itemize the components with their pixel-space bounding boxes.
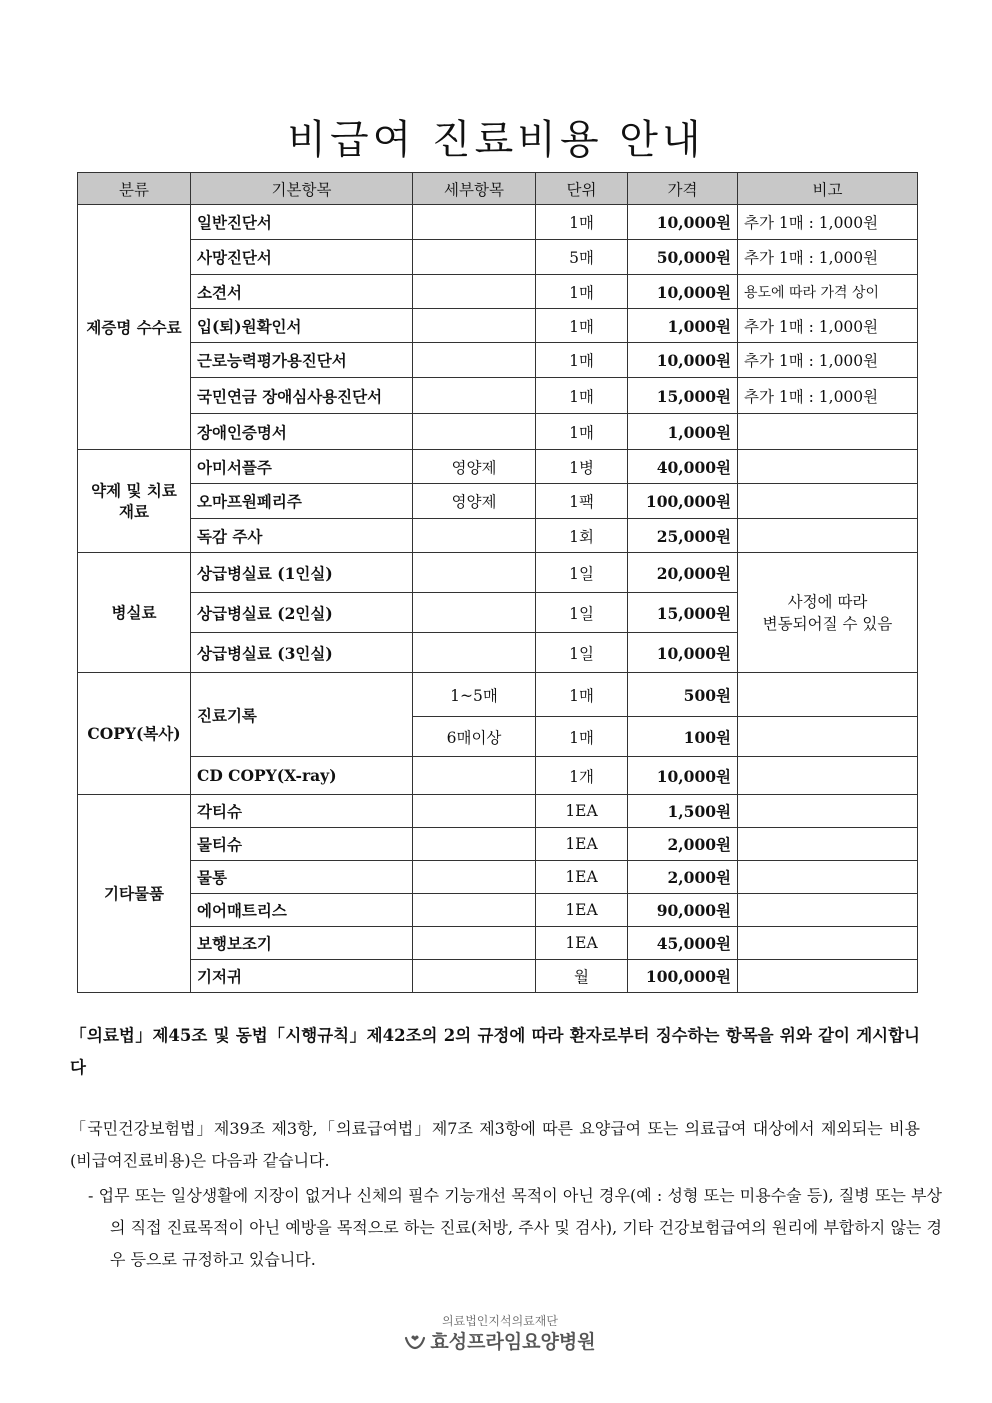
detail-cell xyxy=(413,894,536,927)
note-cell: 사정에 따라 변동되어질 수 있음 xyxy=(738,553,918,673)
table-row xyxy=(78,519,918,553)
table-row xyxy=(78,673,918,717)
price-cell: 10,000원 xyxy=(628,757,738,795)
note-cell: 용도에 따라 가격 상이 xyxy=(738,275,918,309)
price-cell: 15,000원 xyxy=(628,593,738,633)
item-cell: 상급병실료 (3인실) xyxy=(191,633,413,673)
header-unit: 단위 xyxy=(536,173,628,205)
detail-cell xyxy=(413,960,536,993)
detail-cell: 영양제 xyxy=(413,484,536,519)
table-row xyxy=(78,205,918,240)
price-cell: 2,000원 xyxy=(628,828,738,861)
detail-cell xyxy=(413,343,536,378)
table-row xyxy=(78,343,918,378)
unit-cell: 1EA xyxy=(536,894,628,927)
price-cell: 1,500원 xyxy=(628,795,738,828)
header-detail: 세부항목 xyxy=(413,173,536,205)
note-cell xyxy=(738,828,918,861)
table-body xyxy=(78,205,918,993)
detail-cell: 1~5매 xyxy=(413,673,536,717)
item-cell: 독감 주사 xyxy=(191,519,413,553)
note-cell xyxy=(738,519,918,553)
detail-cell xyxy=(413,240,536,275)
note-cell xyxy=(738,795,918,828)
category-cell: 병실료 xyxy=(78,553,191,673)
note-cell: 추가 1매 : 1,000원 xyxy=(738,205,918,240)
detail-cell xyxy=(413,927,536,960)
note-cell xyxy=(738,927,918,960)
detail-cell xyxy=(413,414,536,450)
detail-cell xyxy=(413,828,536,861)
unit-cell: 1매 xyxy=(536,717,628,757)
detail-cell xyxy=(413,757,536,795)
price-cell: 100,000원 xyxy=(628,960,738,993)
item-cell: 일반진단서 xyxy=(191,205,413,240)
unit-cell: 1매 xyxy=(536,309,628,343)
hospital-logo xyxy=(400,1312,600,1354)
unit-cell: 1매 xyxy=(536,343,628,378)
item-cell: 아미서플주 xyxy=(191,450,413,484)
detail-cell xyxy=(413,553,536,593)
header-note: 비고 xyxy=(738,173,918,205)
unit-cell: 월 xyxy=(536,960,628,993)
price-cell: 1,000원 xyxy=(628,414,738,450)
price-cell: 500원 xyxy=(628,673,738,717)
price-cell: 20,000원 xyxy=(628,553,738,593)
table-row xyxy=(78,757,918,795)
note-cell xyxy=(738,673,918,717)
price-cell: 45,000원 xyxy=(628,927,738,960)
note-cell xyxy=(738,717,918,757)
price-cell: 25,000원 xyxy=(628,519,738,553)
price-cell: 15,000원 xyxy=(628,378,738,414)
table-row xyxy=(78,240,918,275)
item-cell: 보행보조기 xyxy=(191,927,413,960)
item-cell: 국민연금 장애심사용진단서 xyxy=(191,378,413,414)
unit-cell: 1일 xyxy=(536,633,628,673)
table-row xyxy=(78,828,918,861)
item-cell: 상급병실료 (1인실) xyxy=(191,553,413,593)
unit-cell: 1EA xyxy=(536,795,628,828)
table-row xyxy=(78,484,918,519)
item-cell: 장애인증명서 xyxy=(191,414,413,450)
unit-cell: 1회 xyxy=(536,519,628,553)
header-price: 가격 xyxy=(628,173,738,205)
note-cell xyxy=(738,960,918,993)
note-cell: 추가 1매 : 1,000원 xyxy=(738,343,918,378)
table-row xyxy=(78,795,918,828)
detail-cell xyxy=(413,593,536,633)
table-row xyxy=(78,275,918,309)
item-cell: 근로능력평가용진단서 xyxy=(191,343,413,378)
page-title: 비급여 진료비용 안내 xyxy=(287,117,705,163)
definition-bullet: - 업무 또는 일상생활에 지장이 없거나 신체의 필수 기능개선 목적이 아닌 경우(예 : 성형 또는 미용수술 등), 질병 또는 부상의 직접 진료목적이 아닌 예방을 목적으로 하는 진료(처방, 주사 및 검사), 기타 건강보험급여의 원리에 부합하지 않는 경우 등으로 규정하고 있습니다. xyxy=(88,1186,942,1269)
item-cell: 상급병실료 (2인실) xyxy=(191,593,413,633)
table-row xyxy=(78,861,918,894)
price-cell: 100,000원 xyxy=(628,484,738,519)
item-cell: 사망진단서 xyxy=(191,240,413,275)
price-cell: 10,000원 xyxy=(628,205,738,240)
note-cell xyxy=(738,894,918,927)
price-cell: 50,000원 xyxy=(628,240,738,275)
hospital-name: 효성프라임요양병원 xyxy=(430,1331,596,1353)
note-cell: 추가 1매 : 1,000원 xyxy=(738,240,918,275)
detail-cell xyxy=(413,309,536,343)
detail-cell xyxy=(413,378,536,414)
unit-cell: 1매 xyxy=(536,275,628,309)
price-cell: 90,000원 xyxy=(628,894,738,927)
detail-cell xyxy=(413,519,536,553)
item-cell: 입(퇴)원확인서 xyxy=(191,309,413,343)
price-cell: 10,000원 xyxy=(628,633,738,673)
table-row xyxy=(78,309,918,343)
unit-cell: 1일 xyxy=(536,593,628,633)
item-cell: 에어매트리스 xyxy=(191,894,413,927)
table-row xyxy=(78,553,918,593)
item-cell: 오마프원페리주 xyxy=(191,484,413,519)
item-cell: 기저귀 xyxy=(191,960,413,993)
header-category: 분류 xyxy=(78,173,191,205)
foundation-name: 의료법인지석의료재단 xyxy=(442,1314,558,1328)
category-cell: 기타물품 xyxy=(78,795,191,993)
item-cell: 각티슈 xyxy=(191,795,413,828)
definition-text: 「국민건강보험법」제39조 제3항,「의료급여법」제7조 제3항에 따른 요양급여 또는 의료급여 대상에서 제외되는 비용(비급여진료비용)은 다음과 같습니다. xyxy=(70,1119,920,1170)
legal-notice: 「의료법」제45조 및 동법「시행규칙」제42조의 2의 규정에 따라 환자로부터 징수하는 항목을 위와 같이 게시합니다 xyxy=(70,1026,920,1077)
unit-cell: 1매 xyxy=(536,205,628,240)
detail-cell xyxy=(413,795,536,828)
header-item: 기본항목 xyxy=(191,173,413,205)
table-row xyxy=(78,960,918,993)
category-cell: 제증명 수수료 xyxy=(78,205,191,450)
price-cell: 1,000원 xyxy=(628,309,738,343)
table-header-row xyxy=(78,173,918,205)
detail-cell: 6매이상 xyxy=(413,717,536,757)
detail-cell: 영양제 xyxy=(413,450,536,484)
note-cell: 추가 1매 : 1,000원 xyxy=(738,309,918,343)
table-row xyxy=(78,414,918,450)
item-cell: 진료기록 xyxy=(191,673,413,757)
table-row xyxy=(78,894,918,927)
fee-table xyxy=(77,172,918,993)
price-cell: 40,000원 xyxy=(628,450,738,484)
note-cell xyxy=(738,450,918,484)
price-cell: 100원 xyxy=(628,717,738,757)
unit-cell: 1일 xyxy=(536,553,628,593)
item-cell: 물티슈 xyxy=(191,828,413,861)
note-cell: 추가 1매 : 1,000원 xyxy=(738,378,918,414)
unit-cell: 1EA xyxy=(536,861,628,894)
note-cell xyxy=(738,757,918,795)
price-cell: 10,000원 xyxy=(628,275,738,309)
detail-cell xyxy=(413,633,536,673)
table-row xyxy=(78,927,918,960)
hands-heart-icon xyxy=(404,1332,426,1350)
item-cell: 소견서 xyxy=(191,275,413,309)
unit-cell: 1팩 xyxy=(536,484,628,519)
unit-cell: 1매 xyxy=(536,378,628,414)
unit-cell: 1EA xyxy=(536,828,628,861)
item-cell: 물통 xyxy=(191,861,413,894)
unit-cell: 1매 xyxy=(536,673,628,717)
price-cell: 10,000원 xyxy=(628,343,738,378)
unit-cell: 5매 xyxy=(536,240,628,275)
price-cell: 2,000원 xyxy=(628,861,738,894)
item-cell: CD COPY(X-ray) xyxy=(191,757,413,795)
unit-cell: 1매 xyxy=(536,414,628,450)
note-cell xyxy=(738,484,918,519)
note-cell xyxy=(738,414,918,450)
detail-cell xyxy=(413,275,536,309)
table-row xyxy=(78,378,918,414)
unit-cell: 1EA xyxy=(536,927,628,960)
detail-cell xyxy=(413,205,536,240)
detail-cell xyxy=(413,861,536,894)
category-cell: 약제 및 치료재료 xyxy=(78,450,191,553)
unit-cell: 1병 xyxy=(536,450,628,484)
note-cell xyxy=(738,861,918,894)
unit-cell: 1개 xyxy=(536,757,628,795)
category-cell: COPY(복사) xyxy=(78,673,191,795)
table-row xyxy=(78,450,918,484)
